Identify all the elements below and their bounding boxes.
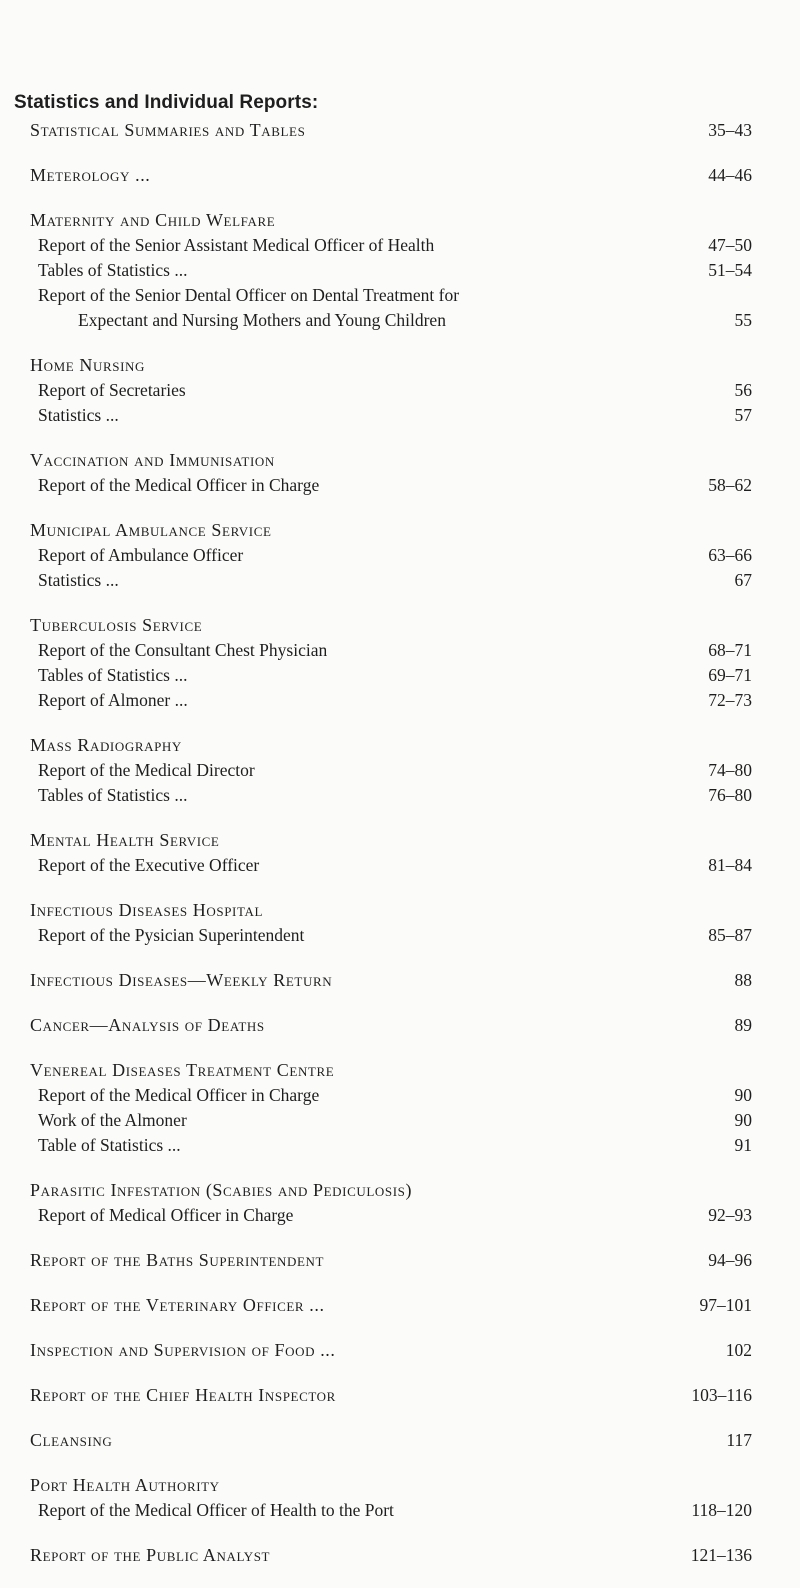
toc-section (0, 613, 800, 713)
toc-entry-title: Report of Almoner ... (38, 690, 188, 710)
toc-section-row (0, 1473, 800, 1498)
toc-section-row (0, 1248, 800, 1273)
toc-section-row (0, 163, 800, 188)
toc-entry-row (0, 783, 800, 808)
toc-entry-title: Tables of Statistics ... (38, 665, 188, 685)
toc-entry-row (0, 308, 800, 333)
toc-page-range: 58–62 (708, 475, 752, 495)
toc-page-range: 90 (734, 1085, 752, 1105)
toc-section (0, 163, 800, 188)
toc-entry-row (0, 283, 800, 308)
toc-entry-title: Tables of Statistics ... (38, 785, 188, 805)
toc-entry-title: Report of the Senior Assistant Medical Officer of Health (38, 235, 435, 255)
toc-section-row (0, 828, 800, 853)
toc-entry-title: Statistics ... (38, 405, 119, 425)
toc-page-range: 102 (725, 1340, 752, 1360)
toc-section-row (0, 118, 800, 143)
toc-page-range: 67 (734, 570, 752, 590)
toc-section-title: Statistical Summaries and Tables (30, 120, 306, 140)
toc-page-range: 35–43 (708, 120, 752, 140)
toc-section-title: Home Nursing (30, 355, 145, 375)
toc-page-range: 68–71 (708, 640, 752, 660)
toc-entry-row (0, 688, 800, 713)
toc-entry-row (0, 923, 800, 948)
toc-section-row (0, 968, 800, 993)
toc-entry-row (0, 403, 800, 428)
toc-page-range: 69–71 (708, 665, 752, 685)
toc-entry-title: Report of the Medical Officer in Charge (38, 475, 320, 495)
toc-section (0, 898, 800, 948)
toc-page-range: 89 (734, 1015, 752, 1035)
toc-page-range: 56 (734, 380, 752, 400)
toc-section (0, 828, 800, 878)
toc-page-range: 90 (734, 1110, 752, 1130)
toc-entry-title: Table of Statistics ... (38, 1135, 181, 1155)
toc-section-row (0, 898, 800, 923)
toc-entry-row (0, 1498, 800, 1523)
toc-section-title: Vaccination and Immunisation (30, 450, 275, 470)
toc-section (0, 1058, 800, 1158)
toc-entry-row (0, 233, 800, 258)
toc-section (0, 733, 800, 808)
toc-page-range: 103–116 (691, 1385, 752, 1405)
toc-section-row (0, 733, 800, 758)
toc-section-row (0, 1338, 800, 1363)
toc-section-title: Report of the Public Analyst (30, 1545, 271, 1565)
toc-section-title: Municipal Ambulance Service (30, 520, 272, 540)
toc-page-range: 97–101 (699, 1295, 752, 1315)
toc-section (0, 208, 800, 333)
toc-section-title: Venereal Diseases Treatment Centre (30, 1060, 335, 1080)
toc-page-range: 92–93 (708, 1205, 752, 1225)
toc-section (0, 118, 800, 143)
toc-section (0, 1293, 800, 1318)
toc-section-title: Report of the Baths Superintendent (30, 1250, 325, 1270)
toc-section-row (0, 613, 800, 638)
toc-section (0, 1178, 800, 1228)
toc-entry-title: Report of the Medical Director (38, 760, 255, 780)
toc-entry-title: Report of the Medical Officer in Charge (38, 1085, 320, 1105)
toc-section-row (0, 1428, 800, 1453)
toc-page-range: 44–46 (708, 165, 752, 185)
toc-page-range: 57 (734, 405, 752, 425)
toc-page-range: 74–80 (708, 760, 752, 780)
toc-section (0, 1543, 800, 1568)
toc-page-range: 117 (726, 1430, 752, 1450)
toc-page-range: 88 (734, 970, 752, 990)
toc-section-row (0, 1178, 800, 1203)
toc-section (0, 448, 800, 498)
toc-entry-title: Report of Ambulance Officer (38, 545, 244, 565)
toc-section-row (0, 1383, 800, 1408)
toc-page-range: 85–87 (708, 925, 752, 945)
toc-entry-row (0, 258, 800, 283)
toc-page-range: 47–50 (708, 235, 752, 255)
toc-section-row (0, 448, 800, 473)
toc-section (0, 518, 800, 593)
toc-page-range: 81–84 (708, 855, 752, 875)
toc-section-row (0, 208, 800, 233)
toc-page-range: 55 (734, 310, 752, 330)
toc-entry-row (0, 543, 800, 568)
toc-page-range: 72–73 (708, 690, 752, 710)
toc-entry-title: Expectant and Nursing Mothers and Young Children (78, 310, 446, 330)
toc-entry-title: Tables of Statistics ... (38, 260, 188, 280)
toc-section-row (0, 518, 800, 543)
toc-section-row (0, 1058, 800, 1083)
toc-page-range: 118–120 (691, 1500, 752, 1520)
toc-section-title: Inspection and Supervision of Food ... (30, 1340, 336, 1360)
toc-page-range: 51–54 (708, 260, 752, 280)
toc-section-title: Tuberculosis Service (30, 615, 203, 635)
toc-section-row (0, 1543, 800, 1568)
toc-entry-row (0, 568, 800, 593)
toc-section-row (0, 1013, 800, 1038)
toc-section-title: Parasitic Infestation (Scabies and Pediculosis) (30, 1180, 413, 1200)
toc-entry-title: Report of the Pysician Superintendent (38, 925, 305, 945)
toc-section-title: Report of the Chief Health Inspector (30, 1385, 336, 1405)
toc-section (0, 1338, 800, 1363)
toc-entry-row (0, 853, 800, 878)
toc-section-title: Meterology ... (30, 165, 151, 185)
toc-section-row (0, 1293, 800, 1318)
toc-entry-row (0, 473, 800, 498)
toc-entry-row (0, 663, 800, 688)
toc-section-title: Cancer—Analysis of Deaths (30, 1015, 265, 1035)
toc-section (0, 1383, 800, 1408)
table-of-contents (0, 118, 800, 1588)
toc-entry-row (0, 378, 800, 403)
toc-entry-title: Report of the Senior Dental Officer on Dental Treatment for (38, 285, 460, 305)
toc-page-range: 76–80 (708, 785, 752, 805)
toc-entry-title: Report of the Medical Officer of Health to the Port (38, 1500, 394, 1520)
toc-section-row (0, 353, 800, 378)
toc-entry-title: Report of Medical Officer in Charge (38, 1205, 294, 1225)
toc-page-range: 121–136 (690, 1545, 752, 1565)
toc-entry-row (0, 1203, 800, 1228)
toc-section-title: Cleansing (30, 1430, 113, 1450)
toc-entry-title: Statistics ... (38, 570, 119, 590)
toc-section (0, 1248, 800, 1273)
toc-section-title: Report of the Veterinary Officer ... (30, 1295, 325, 1315)
toc-section (0, 353, 800, 428)
toc-page-range: 91 (734, 1135, 752, 1155)
toc-section (0, 968, 800, 993)
toc-entry-row (0, 1133, 800, 1158)
toc-section-title: Mass Radiography (30, 735, 182, 755)
page-heading: Statistics and Individual Reports: (14, 92, 319, 113)
toc-section-title: Infectious Diseases Hospital (30, 900, 263, 920)
toc-entry-row (0, 758, 800, 783)
toc-entry-row (0, 1083, 800, 1108)
toc-section (0, 1473, 800, 1523)
toc-entry-row (0, 1108, 800, 1133)
toc-entry-title: Work of the Almoner (38, 1110, 187, 1130)
toc-page-range: 94–96 (708, 1250, 752, 1270)
toc-section-title: Infectious Diseases—Weekly Return (30, 970, 333, 990)
toc-entry-title: Report of the Consultant Chest Physician (38, 640, 328, 660)
toc-entry-title: Report of the Executive Officer (38, 855, 260, 875)
toc-entry-title: Report of Secretaries (38, 380, 186, 400)
toc-section-title: Port Health Authority (30, 1475, 220, 1495)
toc-section (0, 1428, 800, 1453)
toc-entry-row (0, 638, 800, 663)
toc-section-title: Mental Health Service (30, 830, 220, 850)
toc-section-title: Maternity and Child Welfare (30, 210, 276, 230)
toc-section (0, 1013, 800, 1038)
toc-page-range: 63–66 (708, 545, 752, 565)
